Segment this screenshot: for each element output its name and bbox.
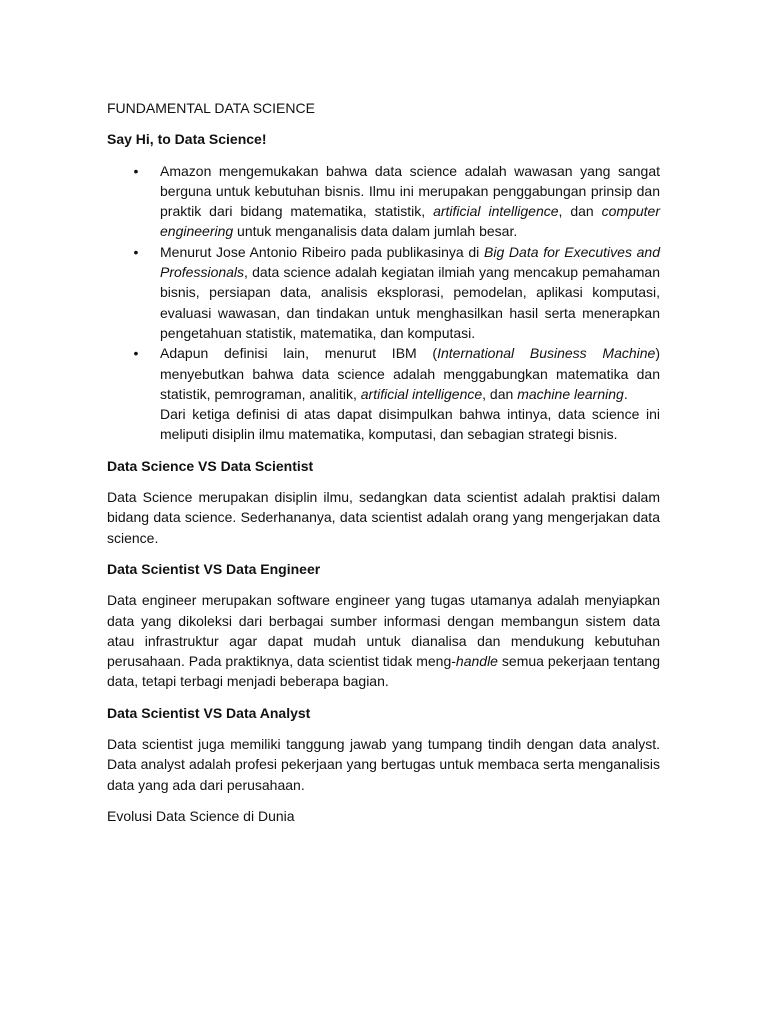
text-run: ) menyebutkan bahwa data science adalah menggabungkan matematika dan statistik, pemrograman, analitik, (160, 345, 661, 402)
text-run: Amazon mengemukakan bahwa data science adalah wawasan yang sangat berguna untuk kebutuhan bisnis. Ilmu ini merupakan penggabungan prinsip dan praktik dari bidang matematika, statistik, (160, 162, 660, 220)
document-page (107, 98, 660, 826)
list-item (107, 161, 660, 242)
section-heading-science-vs-scientist: Data Science VS Data Scientist (107, 457, 314, 474)
list-item (107, 343, 660, 444)
text-run: , data science adalah kegiatan ilmiah yang mencakup pemahaman bisnis, persiapan data, analisis eksplorasi, pemodelan, aplikasi komputasi, evaluasi wawasan, dan tindakan untuk menghasilkan hasil serta menerapkan pengetahuan statistik, matematika, dan komputasi. (160, 264, 660, 341)
bullet-icon: • (133, 162, 139, 179)
italic-term: computer engineering (160, 203, 660, 240)
section-heading-evolution: Evolusi Data Science di Dunia (107, 807, 295, 824)
document-title: FUNDAMENTAL DATA SCIENCE (107, 100, 315, 116)
definition-list (107, 161, 660, 445)
italic-term: machine learning (517, 385, 624, 402)
paragraph-scientist-vs-engineer (107, 590, 660, 691)
section-heading-scientist-vs-engineer: Data Scientist VS Data Engineer (107, 560, 321, 577)
bullet-icon: • (133, 345, 139, 362)
text-run: semua pekerjaan tentang data, tetapi terbagi menjadi beberapa bagian. (107, 653, 660, 690)
text-run: Menurut Jose Antonio Ribeiro pada publikasinya di (160, 243, 484, 260)
list-item (107, 242, 660, 343)
italic-term: Big Data for Executives and Professionals (160, 243, 661, 281)
text-run: , dan (482, 385, 518, 402)
text-run: Data engineer merupakan software engineer yang tugas utamanya adalah menyiapkan data yang dikoleksi dari berbagai sumber informasi dengan membangun sistem data atau infrastruktur agar dapat mudah untuk dianalisa dan mendukung kebutuhan perusahaan. Pada praktiknya, data scientist tidak meng- (107, 592, 660, 670)
italic-term: artificial intelligence (360, 385, 483, 402)
text-run: . (623, 385, 628, 402)
text-run: , dan (558, 203, 602, 220)
paragraph-science-vs-scientist: Data Science merupakan disiplin ilmu, sedangkan data scientist adalah praktisi dalam bidang data science. Sederhananya, data scientist adalah orang yang mengerjakan data science. (107, 489, 660, 546)
conclusion-text: Dari ketiga definisi di atas dapat disimpulkan bahwa intinya, data science ini meliputi disiplin ilmu matematika, komputasi, dan sebagian strategi bisnis. (160, 406, 660, 443)
paragraph-scientist-vs-analyst: Data scientist juga memiliki tanggung jawab yang tumpang tindih dengan data analyst. Data analyst adalah profesi pekerjaan yang bertugas untuk membaca serta menganalisis data yang ada dari perusahaan. (107, 736, 660, 793)
section-heading-scientist-vs-analyst: Data Scientist VS Data Analyst (107, 704, 311, 721)
italic-term: handle (455, 653, 498, 670)
italic-term: International Business Machine (437, 345, 656, 362)
italic-term: artificial intelligence (433, 203, 559, 220)
bullet-icon: • (133, 243, 139, 260)
text-run: untuk menganalisis data dalam jumlah besar. (233, 223, 518, 240)
text-run: Adapun definisi lain, menurut IBM ( (160, 345, 438, 362)
section-heading-say-hi: Say Hi, to Data Science! (107, 131, 267, 148)
